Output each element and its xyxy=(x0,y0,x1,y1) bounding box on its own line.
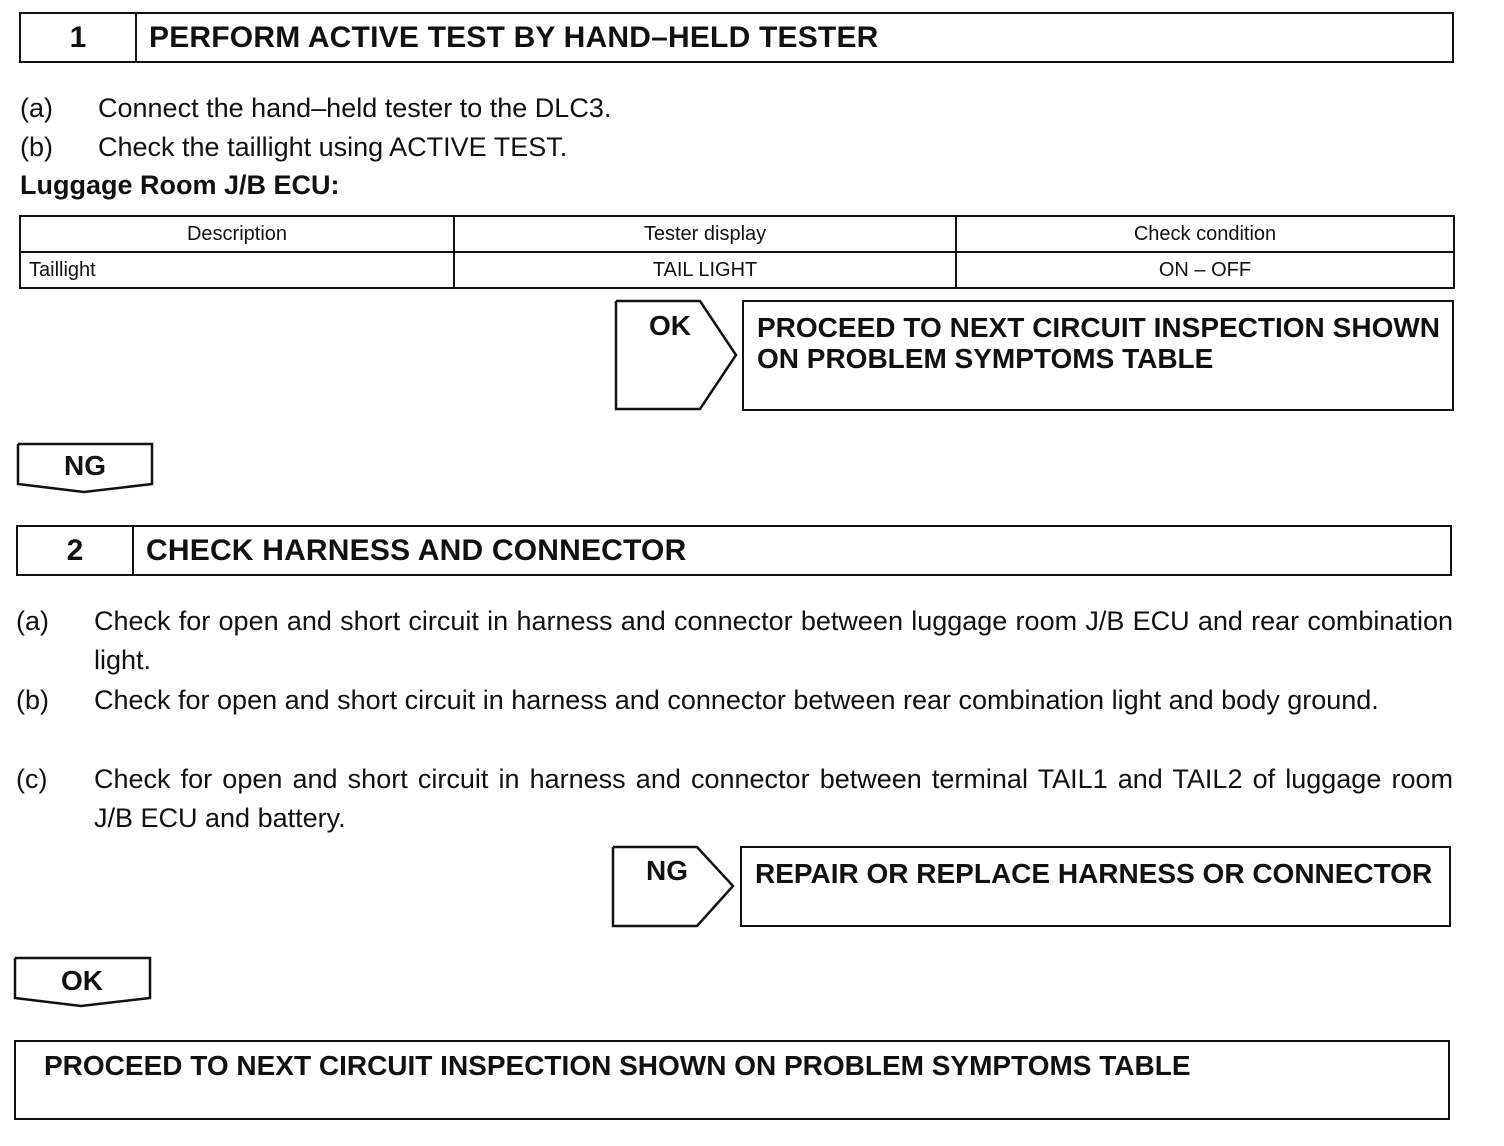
step-2-instruction-a xyxy=(16,602,1453,680)
step-2-title: CHECK HARNESS AND CONNECTOR xyxy=(146,533,687,567)
instruction-text: Connect the hand–held tester to the DLC3. xyxy=(98,93,612,123)
instruction-text: Check for open and short circuit in harness and connector between luggage room J/B ECU and rear combination light. xyxy=(94,606,1453,675)
table-row xyxy=(20,252,1454,288)
instruction-text: Check for open and short circuit in harness and connector between terminal TAIL1 and TAIL2 of luggage room J/B ECU and battery. xyxy=(94,764,1453,833)
final-result-box: PROCEED TO NEXT CIRCUIT INSPECTION SHOWN ON PROBLEM SYMPTOMS TABLE xyxy=(14,1040,1450,1120)
instruction-label: (a) xyxy=(20,93,53,123)
step-1-title: PERFORM ACTIVE TEST BY HAND–HELD TESTER xyxy=(149,20,879,54)
instruction-text: Check for open and short circuit in harness and connector between rear combination light and body ground. xyxy=(94,685,1379,715)
step-1-instruction-a xyxy=(20,89,1454,128)
instruction-text: Check the taillight using ACTIVE TEST. xyxy=(98,132,568,162)
step-1-header xyxy=(19,12,1454,63)
instruction-label: (a) xyxy=(16,606,49,636)
table-header-cell: Tester display xyxy=(454,216,956,252)
step-1-number: 1 xyxy=(21,14,137,61)
table-header-row xyxy=(20,216,1454,252)
ng-arrow-label: NG xyxy=(646,855,688,886)
ok-result-box: PROCEED TO NEXT CIRCUIT INSPECTION SHOWN ON PROBLEM SYMPTOMS TABLE xyxy=(742,300,1454,411)
subheading-luggage-room: Luggage Room J/B ECU: xyxy=(20,170,340,200)
step-2-instruction-b xyxy=(16,681,1453,759)
ok-arrow-label: OK xyxy=(649,310,691,341)
instruction-label: (b) xyxy=(16,685,49,715)
table-cell: Taillight xyxy=(20,252,454,288)
step-2-header xyxy=(16,525,1452,576)
ok-tab-label: OK xyxy=(61,965,103,996)
instruction-label: (c) xyxy=(16,764,48,794)
table-header-cell: Check condition xyxy=(956,216,1454,252)
step-1-instruction-b xyxy=(20,128,1454,167)
table-cell: ON – OFF xyxy=(956,252,1454,288)
step-2-number: 2 xyxy=(18,527,134,574)
instruction-label: (b) xyxy=(20,132,53,162)
ng-tab-label: NG xyxy=(64,450,106,481)
table-header-cell: Description xyxy=(20,216,454,252)
table-cell: TAIL LIGHT xyxy=(454,252,956,288)
step-2-instruction-c xyxy=(16,760,1453,838)
active-test-table xyxy=(19,215,1455,289)
ng-result-box: REPAIR OR REPLACE HARNESS OR CONNECTOR xyxy=(740,846,1451,927)
